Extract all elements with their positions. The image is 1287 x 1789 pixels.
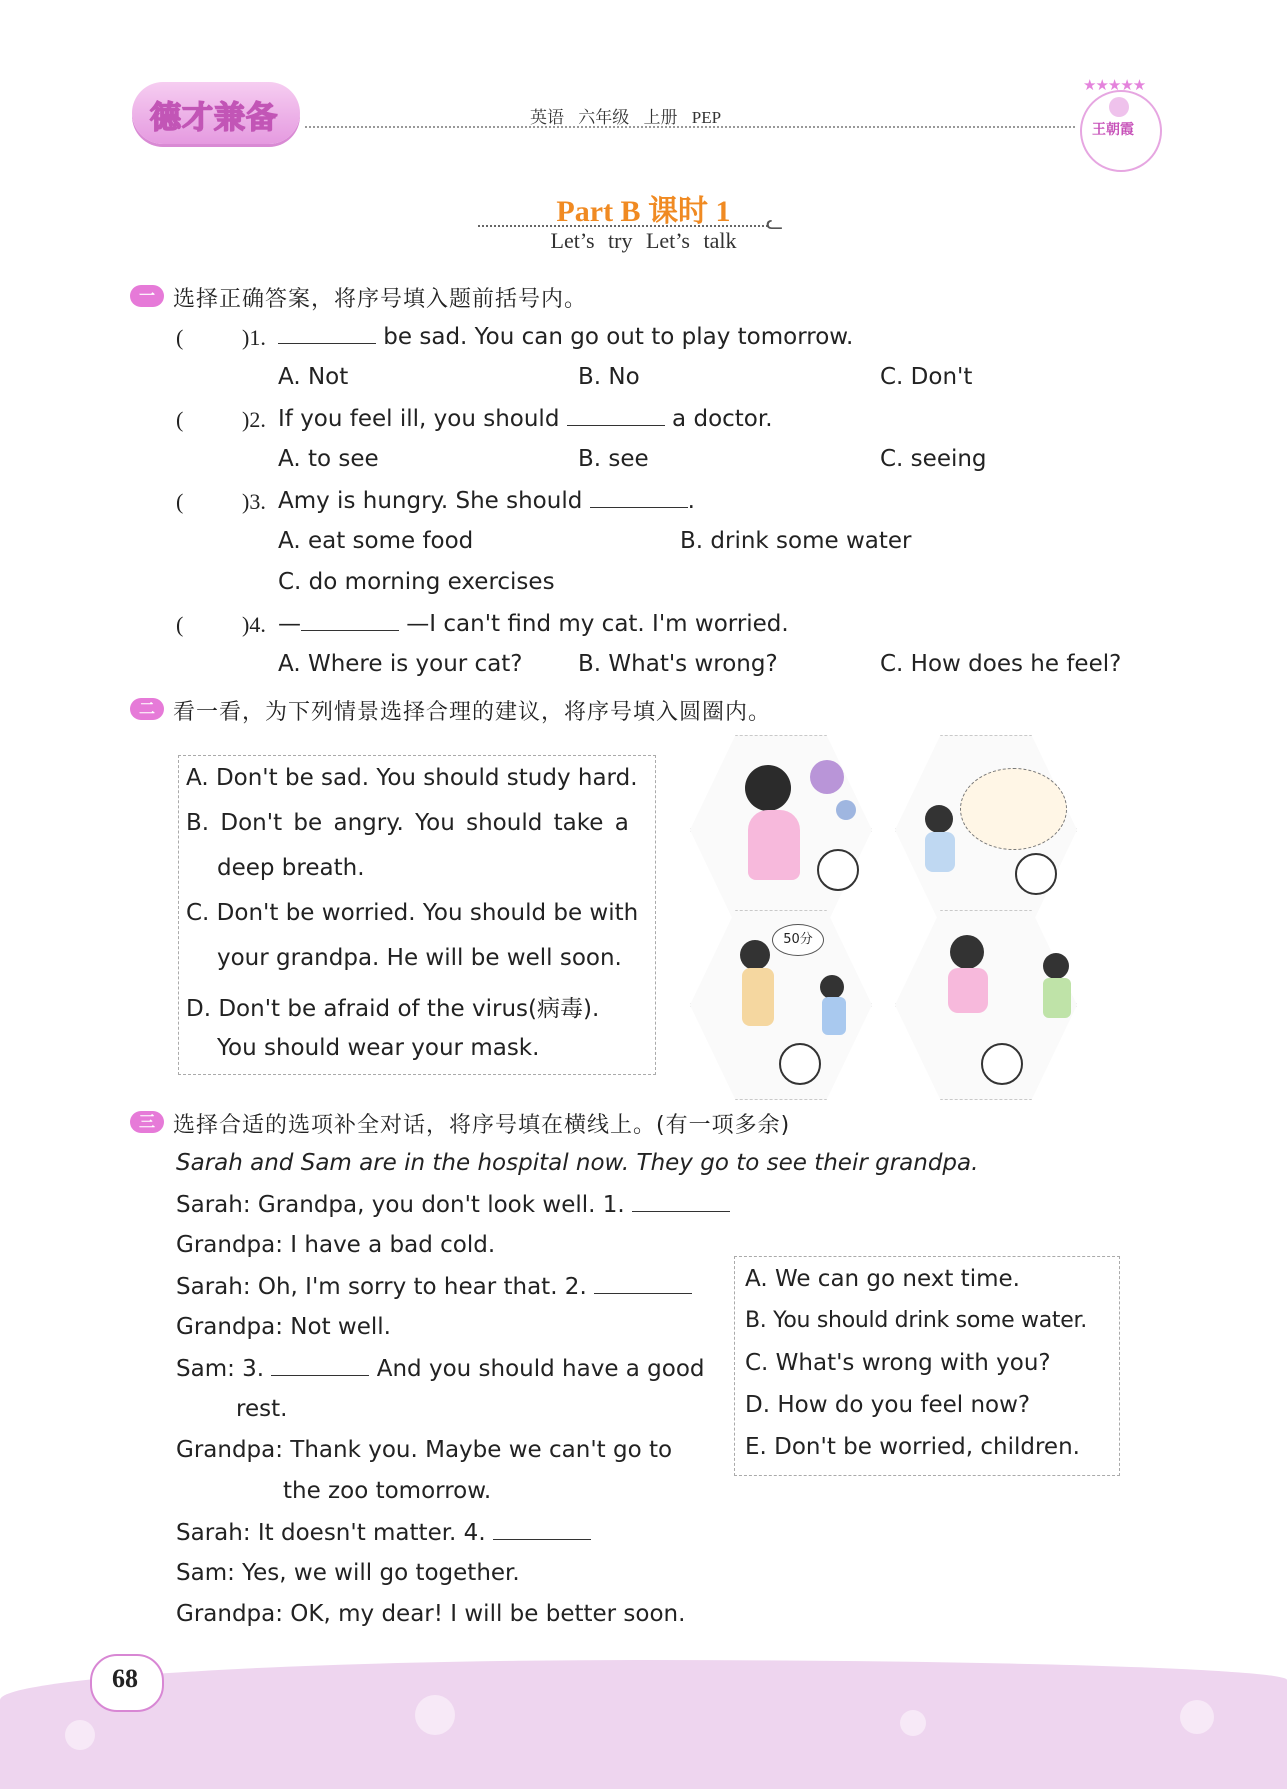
dialogue-line: Sarah: It doesn't matter. 4. xyxy=(176,1519,591,1546)
answer-blank[interactable] xyxy=(301,610,399,631)
seal-text: 王朝霞 xyxy=(1092,122,1134,138)
answer-circle-2[interactable] xyxy=(1015,853,1057,895)
bubble-decoration xyxy=(1180,1700,1214,1734)
dialogue-line: Sam: 3. And you should have a good xyxy=(176,1356,705,1382)
header-meta xyxy=(530,103,721,128)
advice-option-c: C. Don't be worried. You should be with xyxy=(186,900,639,926)
boy-body-illustration xyxy=(1043,978,1071,1018)
score-speech-bubble: 50分 xyxy=(772,924,824,956)
dialogue-line: Grandpa: Not well. xyxy=(176,1314,391,1340)
thought-bubble-grandpa-in-bed xyxy=(960,768,1067,850)
option-a: A. eat some food xyxy=(278,528,474,554)
dialogue-line: Grandpa: Thank you. Maybe we can't go to xyxy=(176,1437,673,1463)
option-b: B. No xyxy=(578,364,640,390)
dialogue-line: rest. xyxy=(236,1396,288,1422)
girl-dress-illustration xyxy=(948,968,988,1013)
choice-c: C. What's wrong with you? xyxy=(745,1350,1051,1376)
choice-e: E. Don't be worried, children. xyxy=(745,1434,1080,1460)
choice-a: A. We can go next time. xyxy=(745,1266,1020,1292)
answer-blank-4[interactable] xyxy=(493,1519,591,1540)
option-c: C. do morning exercises xyxy=(278,569,555,595)
title-divider xyxy=(478,225,768,227)
question-number: )1. xyxy=(242,325,266,350)
edition: PEP xyxy=(691,108,722,127)
dialogue-line: the zoo tomorrow. xyxy=(283,1478,492,1504)
boy-body-illustration xyxy=(822,997,846,1035)
advice-option-b: B. Don't be angry. You should take a xyxy=(186,810,629,836)
question-number: )3. xyxy=(242,489,266,514)
boy-illustration xyxy=(740,940,770,970)
option-b: B. drink some water xyxy=(680,528,912,554)
bubble-decoration xyxy=(415,1695,455,1735)
girl-illustration xyxy=(745,765,791,811)
question-number: )2. xyxy=(242,407,266,432)
page-subtitle: Let’s try Let’s talk xyxy=(550,228,737,253)
virus-icon xyxy=(836,800,856,820)
question-text: — —I can't find my cat. I'm worried. xyxy=(278,611,789,637)
choice-d: D. How do you feel now? xyxy=(745,1392,1031,1418)
choice-b: B. You should drink some water. xyxy=(745,1308,1087,1333)
option-c: C. How does he feel? xyxy=(880,651,1122,677)
dialogue-line: Sam: Yes, we will go together. xyxy=(176,1560,520,1586)
advice-option-d-cont: You should wear your mask. xyxy=(217,1035,540,1061)
answer-blank-1[interactable] xyxy=(632,1191,730,1212)
answer-bracket[interactable]: ( xyxy=(176,489,184,514)
boy-illustration xyxy=(820,975,844,999)
question-text: Amy is hungry. She should . xyxy=(278,488,695,514)
bubble-decoration xyxy=(65,1720,95,1750)
option-a: A. to see xyxy=(278,446,379,472)
answer-blank-3[interactable] xyxy=(271,1355,369,1376)
boy-illustration xyxy=(925,805,953,833)
section-1-instruction: 选择正确答案，将序号填入题前括号内。 xyxy=(173,287,588,312)
answer-circle-1[interactable] xyxy=(817,849,859,891)
question-text: If you feel ill, you should a doctor. xyxy=(278,406,773,432)
boy-body-illustration xyxy=(742,968,774,1026)
flower-icon xyxy=(1109,97,1129,117)
answer-blank[interactable] xyxy=(567,405,665,426)
girl-dress-illustration xyxy=(748,810,800,880)
boy-illustration xyxy=(1043,953,1069,979)
brand-logo-text: 德才兼备 xyxy=(150,100,278,136)
volume: 上册 xyxy=(643,108,678,127)
question-text: be sad. You can go out to play tomorrow. xyxy=(278,323,853,350)
advice-option-d: D. Don't be afraid of the virus(病毒). xyxy=(186,996,600,1022)
section-1-badge: 一 xyxy=(130,285,164,307)
girl-illustration xyxy=(950,935,984,969)
footer-decoration xyxy=(0,1660,1287,1789)
advice-option-b-cont: deep breath. xyxy=(217,855,365,881)
option-b: B. What's wrong? xyxy=(578,651,778,677)
answer-bracket[interactable]: ( xyxy=(176,325,184,350)
option-a: A. Not xyxy=(278,364,349,390)
dialogue-intro: Sarah and Sam are in the hospital now. They go to see their grandpa. xyxy=(176,1150,979,1176)
advice-option-a: A. Don't be sad. You should study hard. xyxy=(186,765,638,791)
answer-blank[interactable] xyxy=(278,323,376,344)
dialogue-line: Sarah: Oh, I'm sorry to hear that. 2. xyxy=(176,1273,692,1300)
boy-body-illustration xyxy=(925,832,955,872)
dialogue-line: Grandpa: I have a bad cold. xyxy=(176,1232,496,1258)
subject: 英语 xyxy=(530,108,564,127)
grade: 六年级 xyxy=(578,108,630,127)
question-number: )4. xyxy=(242,612,266,637)
answer-bracket[interactable]: ( xyxy=(176,612,184,637)
page-number: 68 xyxy=(112,1664,138,1693)
option-c: C. Don't xyxy=(880,364,973,390)
section-3-badge: 三 xyxy=(130,1111,164,1133)
answer-bracket[interactable]: ( xyxy=(176,407,184,432)
answer-circle-3[interactable] xyxy=(779,1043,821,1085)
bubble-decoration xyxy=(900,1710,926,1736)
option-a: A. Where is your cat? xyxy=(278,651,523,677)
dialogue-line: Sarah: Grandpa, you don't look well. 1. xyxy=(176,1191,730,1218)
section-3-instruction: 选择合适的选项补全对话，将序号填在横线上。(有一项多余) xyxy=(173,1113,791,1138)
advice-option-c-cont: your grandpa. He will be well soon. xyxy=(217,945,622,971)
bird-icon: ᓚ xyxy=(766,210,784,234)
dialogue-line: Grandpa: OK, my dear! I will be better soon. xyxy=(176,1601,686,1627)
answer-circle-4[interactable] xyxy=(981,1043,1023,1085)
option-b: B. see xyxy=(578,446,649,472)
section-2-instruction: 看一看，为下列情景选择合理的建议，将序号填入圆圈内。 xyxy=(173,700,772,725)
section-2-badge: 二 xyxy=(130,698,164,720)
stars-icon: ★★★★★ xyxy=(1083,76,1146,94)
option-c: C. seeing xyxy=(880,446,987,472)
page-title: Part B 课时 1 xyxy=(556,195,731,228)
virus-icon xyxy=(810,760,844,794)
answer-blank-2[interactable] xyxy=(594,1273,692,1294)
answer-blank[interactable] xyxy=(590,487,688,508)
